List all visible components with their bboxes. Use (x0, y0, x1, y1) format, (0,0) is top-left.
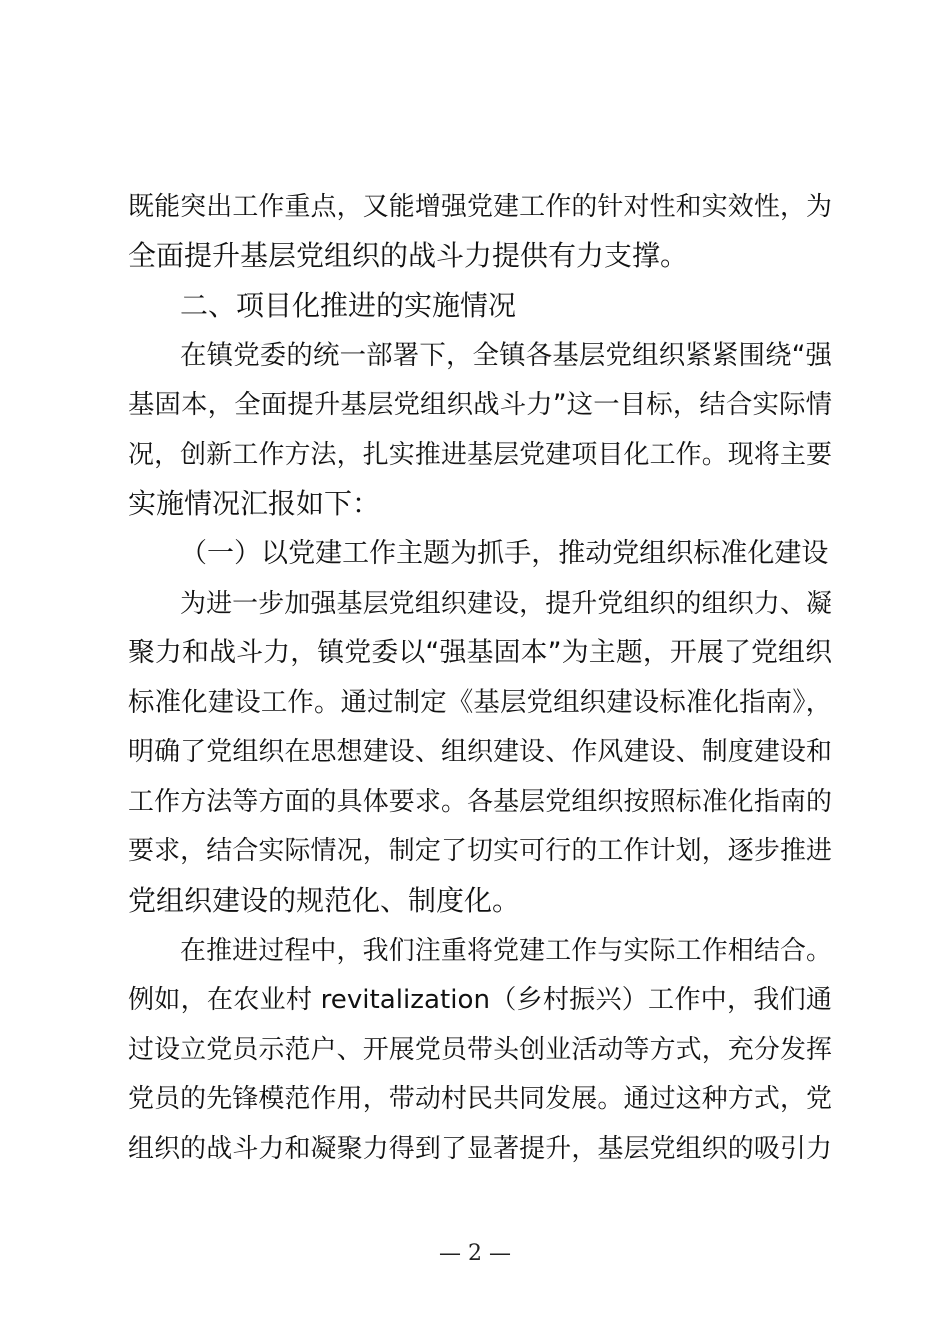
body-line: 党员的先锋模范作用，带动村民共同发展。通过这种方式，党 (128, 1084, 832, 1114)
body-line: 全面提升基层党组织的战斗力提供有力支撑。 (128, 239, 689, 272)
body-line: 况，创新工作方法，扎实推进基层党建项目化工作。现将主要 (128, 440, 832, 470)
body-line: 工作方法等方面的具体要求。各基层党组织按照标准化指南的 (128, 787, 832, 817)
body-line: 要求，结合实际情况，制定了切实可行的工作计划，逐步推进 (128, 836, 832, 866)
body-line: 聚力和战斗力，镇党委以“强基固本”为主题，开展了党组织 (128, 637, 832, 668)
body-line: 基固本，全面提升基层党组织战斗力”这一目标，结合实际情 (128, 390, 832, 420)
body-line: 为进一步加强基层党组织建设，提升党组织的组织力、凝 (180, 589, 832, 619)
subsection-heading: （一）以党建工作主题为抓手，推动党组织标准化建设 (180, 538, 829, 569)
body-line: 例如，在农业村 revitalization（乡村振兴）工作中，我们通 (128, 985, 832, 1015)
body-line: 标准化建设工作。通过制定《基层党组织建设标准化指南》， (128, 687, 832, 718)
body-line: 党组织建设的规范化、制度化。 (128, 884, 521, 917)
body-line: 实施情况汇报如下： (128, 487, 381, 520)
section-heading: 二、项目化推进的实施情况 (180, 289, 517, 322)
body-line: 既能突出工作重点，又能增强党建工作的针对性和实效性，为 (128, 192, 832, 222)
body-line: 过设立党员示范户、开展党员带头创业活动等方式，充分发挥 (128, 1035, 832, 1065)
page-number: — 2 — (439, 1241, 511, 1266)
body-line: 在镇党委的统一部署下，全镇各基层党组织紧紧围绕“强 (180, 340, 832, 371)
body-line: 明确了党组织在思想建设、组织建设、作风建设、制度建设和 (128, 737, 832, 767)
body-line: 组织的战斗力和凝聚力得到了显著提升，基层党组织的吸引力 (128, 1134, 832, 1164)
body-line: 在推进过程中，我们注重将党建工作与实际工作相结合。 (180, 936, 832, 966)
